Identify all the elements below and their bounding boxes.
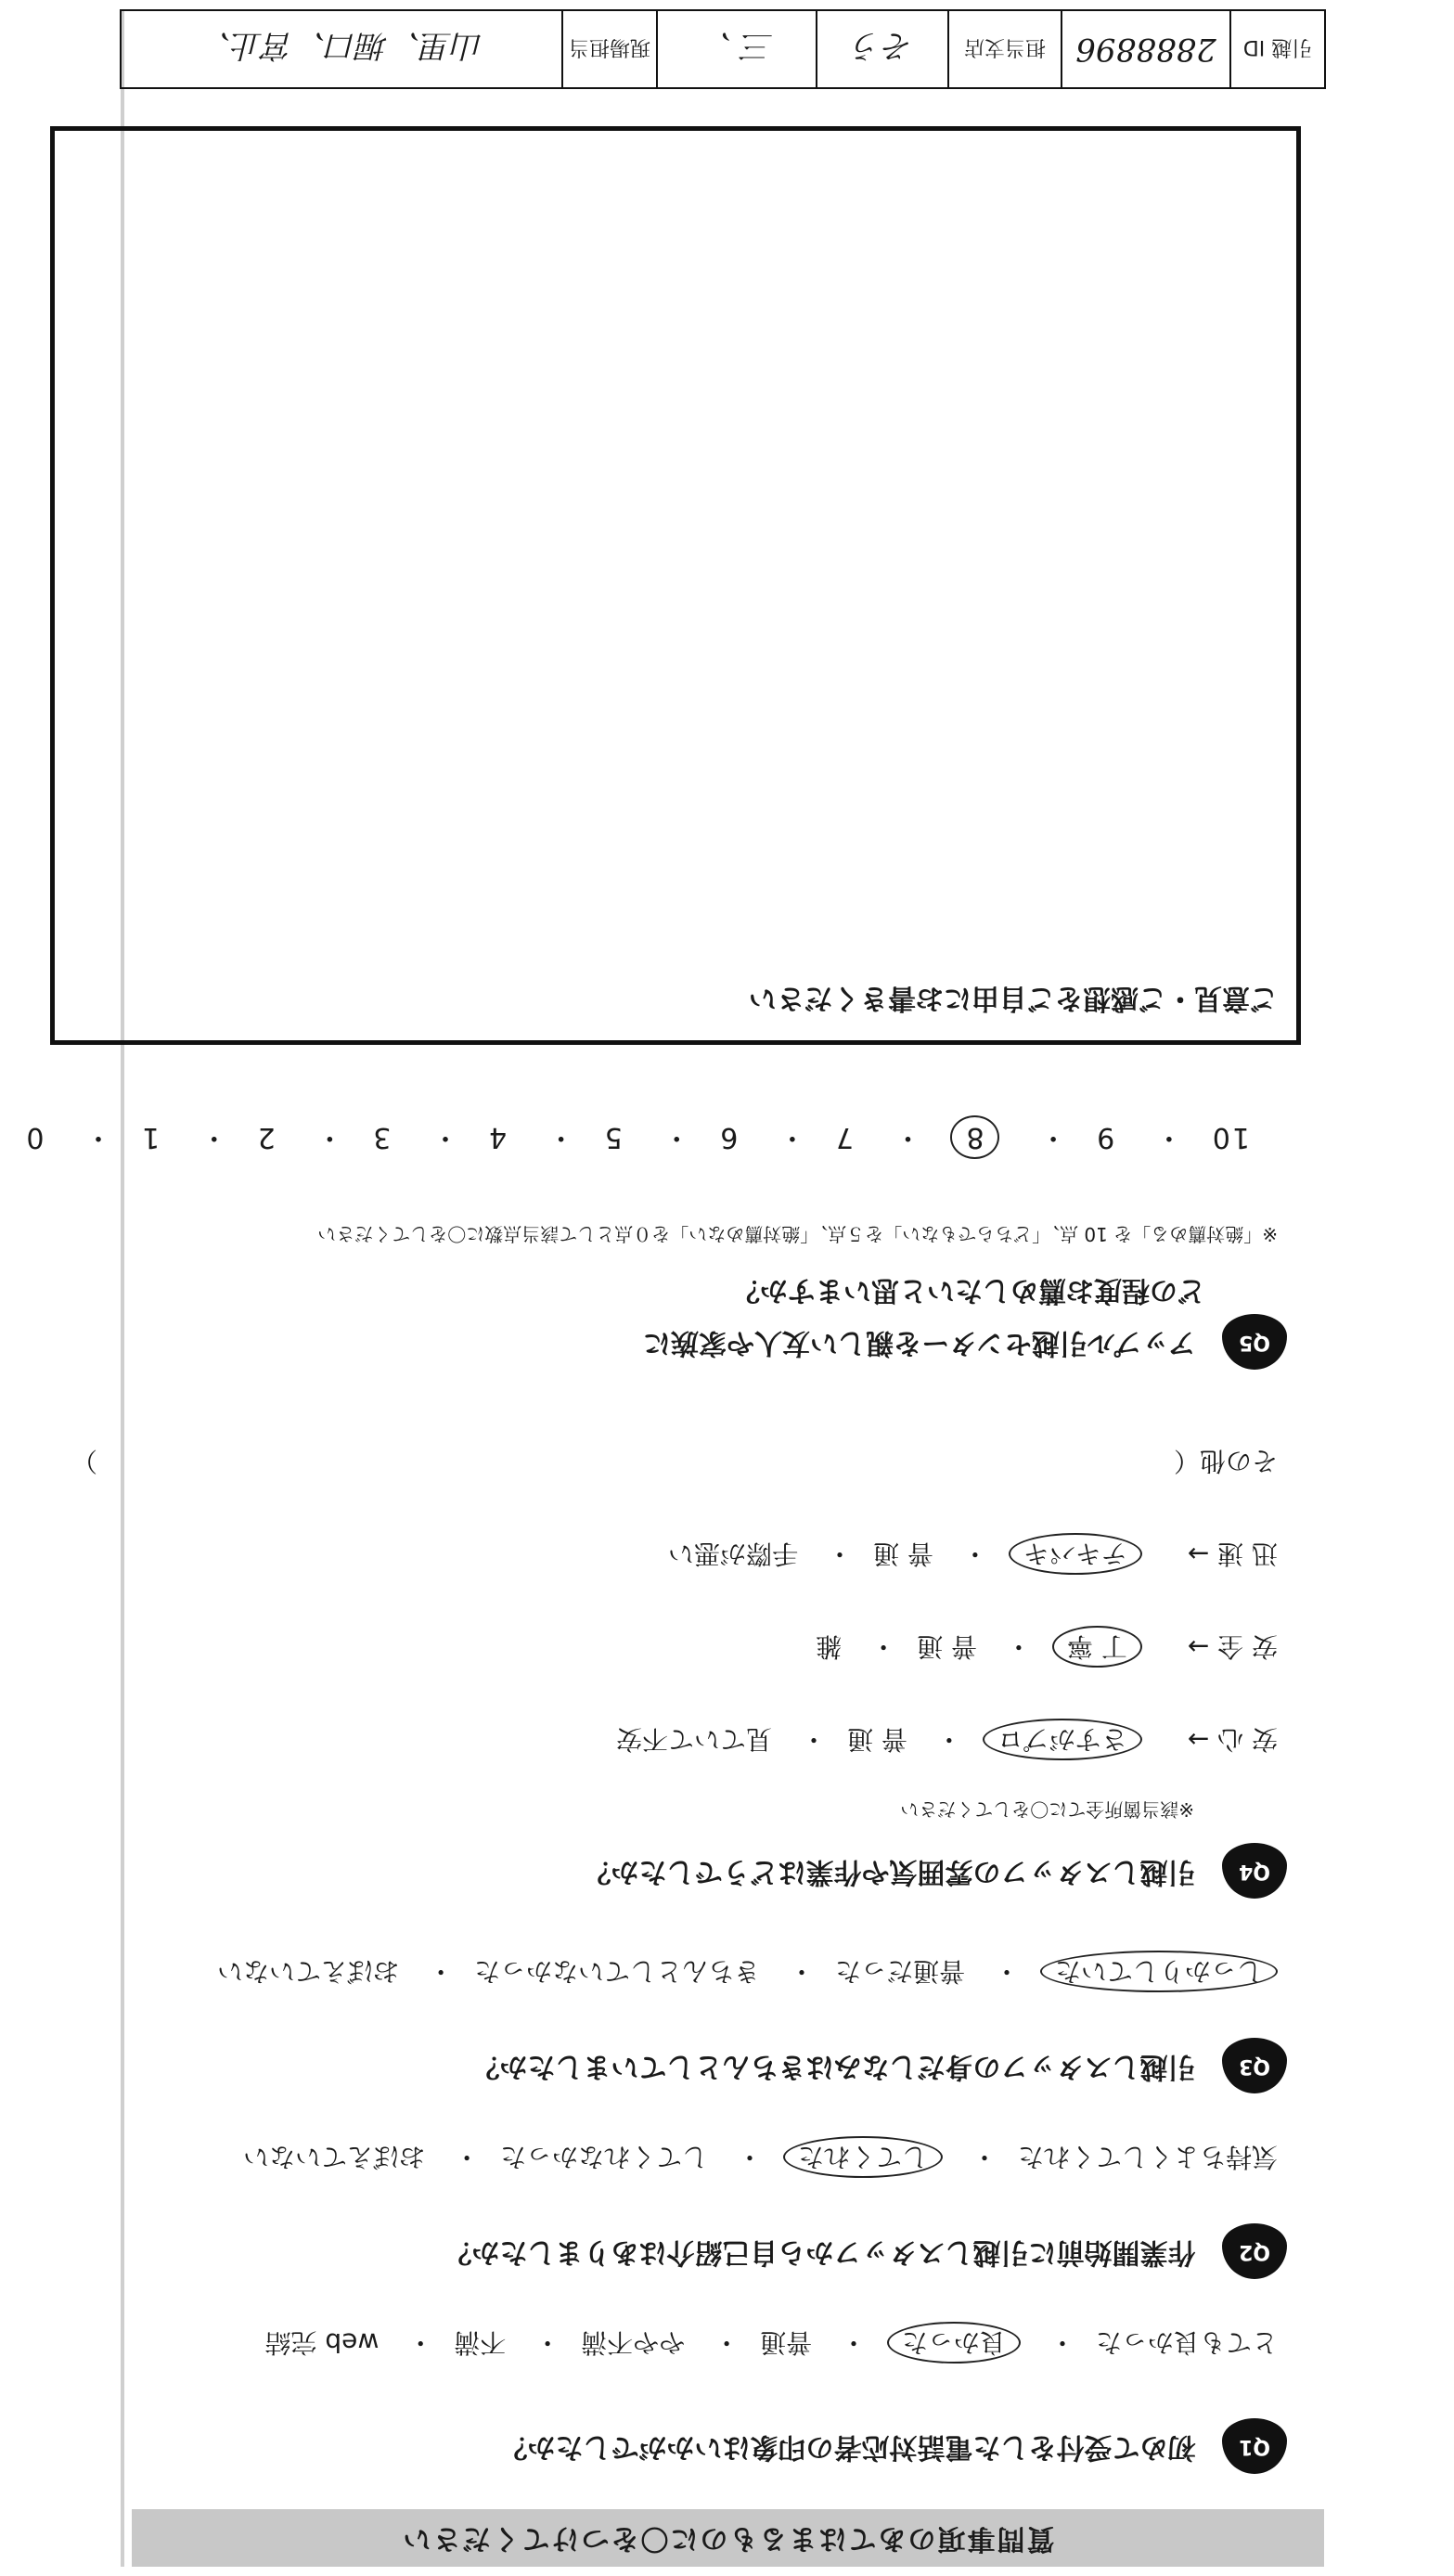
q4-text: 引越しスタッフの雰囲気や作業はどうでしたか？ <box>583 1855 1196 1888</box>
q2-option-selected[interactable]: してくれた <box>783 2136 943 2178</box>
q5-score[interactable]: 6 <box>718 1121 739 1153</box>
q4-option-selected[interactable]: テキパキ <box>1009 1533 1142 1575</box>
q5-score[interactable]: 2 <box>255 1121 276 1153</box>
q4-row-anshin: 安 心 → さすがプロ・ 普 通・ 見ていて不安 <box>616 1722 1278 1759</box>
q1-option[interactable]: とても良かった <box>1095 2327 1278 2358</box>
q4-option-selected[interactable]: 丁 寧 <box>1052 1626 1142 1668</box>
q5-score[interactable]: 3 <box>371 1121 392 1153</box>
staff-value: 山里、堀口、宮止、 <box>199 27 483 65</box>
q2-heading <box>444 2223 1287 2279</box>
q2-badge: Q2 <box>1222 2223 1287 2279</box>
q1-options: とても良かった・ 良かった・ 普通・ やや不満・ 不満・ web 完結 <box>265 2325 1279 2363</box>
q3-options: しっかりしていた・ 普通だった・ きちんとしていなかった・ おぼえていない <box>217 1954 1278 1991</box>
comment-box[interactable] <box>50 126 1301 1045</box>
q3-text: 引越しスタッフの身だしなみはきちんとしていましたか？ <box>471 2050 1196 2083</box>
comment-title: ご意見・ご感想をご自由にお書きください <box>749 982 1278 1014</box>
q5-score[interactable]: 7 <box>833 1121 854 1153</box>
q2-text: 作業開始前に引越しスタッフから自己紹介はありましたか？ <box>444 2235 1196 2269</box>
q1-option[interactable]: web 完結 <box>264 2327 380 2358</box>
q4-option[interactable]: 見ていて不安 <box>616 1724 773 1755</box>
q4-option[interactable]: 手際が悪い <box>668 1539 799 1569</box>
q2-option[interactable]: 気持ちよくしてくれた <box>1017 2142 1278 2172</box>
q2-options: 気持ちよくしてくれた・ してくれた・ してくれなかった・ おぼえていない <box>243 2140 1278 2177</box>
q3-option[interactable]: おぼえていない <box>217 1956 400 1987</box>
q5-scale: 10・ 9・ 8・ 7・ 6・ 5・ 4・ 3・ 2・ 1・ 0 <box>0 1115 1278 1161</box>
q4-row-anzen: 安 全 → 丁 寧・ 普 通・ 雑 <box>816 1629 1278 1667</box>
q4-option-selected[interactable]: さすがプロ <box>983 1719 1142 1760</box>
q5-text-line2: どの程度お薦めしたいと思いますか？ <box>732 1274 1205 1307</box>
q2-option[interactable]: してくれなかった <box>500 2142 709 2172</box>
q1-option[interactable]: 不満 <box>454 2327 507 2358</box>
q4-heading <box>584 1843 1287 1899</box>
q5-score[interactable]: 1 <box>140 1121 161 1153</box>
instruction-banner <box>132 2509 1324 2567</box>
q4-option[interactable]: 普 通 <box>917 1631 977 1662</box>
q4-option[interactable]: 雑 <box>816 1631 843 1662</box>
leader-value: 三 、 <box>656 11 816 87</box>
q4-other-label: その他（ <box>1173 1446 1278 1476</box>
q1-badge: Q1 <box>1222 2418 1287 2474</box>
q4-option[interactable]: 普 通 <box>872 1539 933 1569</box>
q5-note: ※「絶対薦める」を 10 点、「どちらでもない」を５点、「絶対薦めない」を０点として該当点数に〇をしてください <box>317 1223 1278 1245</box>
q4-row-jinsoku: 迅 速 → テキパキ・ 普 通・ 手際が悪い <box>668 1537 1278 1574</box>
q5-score[interactable]: 0 <box>24 1121 45 1153</box>
banner-text: 質問事項のあてはまるものに〇をつけてください <box>401 2522 1055 2555</box>
q4-badge: Q4 <box>1222 1843 1287 1899</box>
q4-note: ※該当箇所全てに〇をしてください <box>900 1798 1194 1821</box>
q5-badge: Q5 <box>1222 1314 1287 1370</box>
q5-heading <box>643 1314 1287 1370</box>
q4-row-label: 安 全 → <box>1187 1631 1278 1662</box>
q3-option-selected[interactable]: しっかりしていた <box>1040 1951 1278 1992</box>
branch-value: そう <box>816 11 947 87</box>
move-id-value: 2888896 <box>1061 11 1229 87</box>
q3-option[interactable]: きちんとしていなかった <box>474 1956 761 1987</box>
q1-heading <box>500 2418 1287 2474</box>
q3-heading <box>472 2038 1287 2093</box>
move-id-label: 引越 ID <box>1229 11 1324 87</box>
move-info-table <box>120 9 1326 89</box>
q1-option-selected[interactable]: 良かった <box>887 2322 1021 2363</box>
q2-option[interactable]: おぼえていない <box>243 2142 426 2172</box>
q3-badge: Q3 <box>1222 2038 1287 2093</box>
q4-row-label: 迅 速 → <box>1187 1539 1278 1569</box>
q5-score[interactable]: 4 <box>486 1121 508 1153</box>
q1-option[interactable]: 普通 <box>760 2327 813 2358</box>
q5-score-selected[interactable]: 8 <box>950 1115 999 1159</box>
q5-text-line1: アップル引越センターを親しい友人や家族に <box>643 1326 1196 1359</box>
q5-score[interactable]: 9 <box>1095 1121 1115 1153</box>
q5-score[interactable]: 10 <box>1210 1121 1250 1153</box>
q4-option[interactable]: 普 通 <box>846 1724 907 1755</box>
q4-row-label: 安 心 → <box>1187 1724 1278 1755</box>
q5-score[interactable]: 5 <box>602 1121 623 1153</box>
q1-option[interactable]: やや不満 <box>581 2327 686 2358</box>
branch-label: 担当支店 <box>947 11 1061 87</box>
leader-label: 現場担当 <box>561 11 656 87</box>
q1-text: 初めて受付をした電話対応者の印象はいかがでしたか？ <box>499 2430 1196 2464</box>
q4-other <box>71 1444 1278 1481</box>
q4-other-close: ） <box>71 1446 98 1476</box>
q3-option[interactable]: 普通だった <box>835 1956 966 1987</box>
